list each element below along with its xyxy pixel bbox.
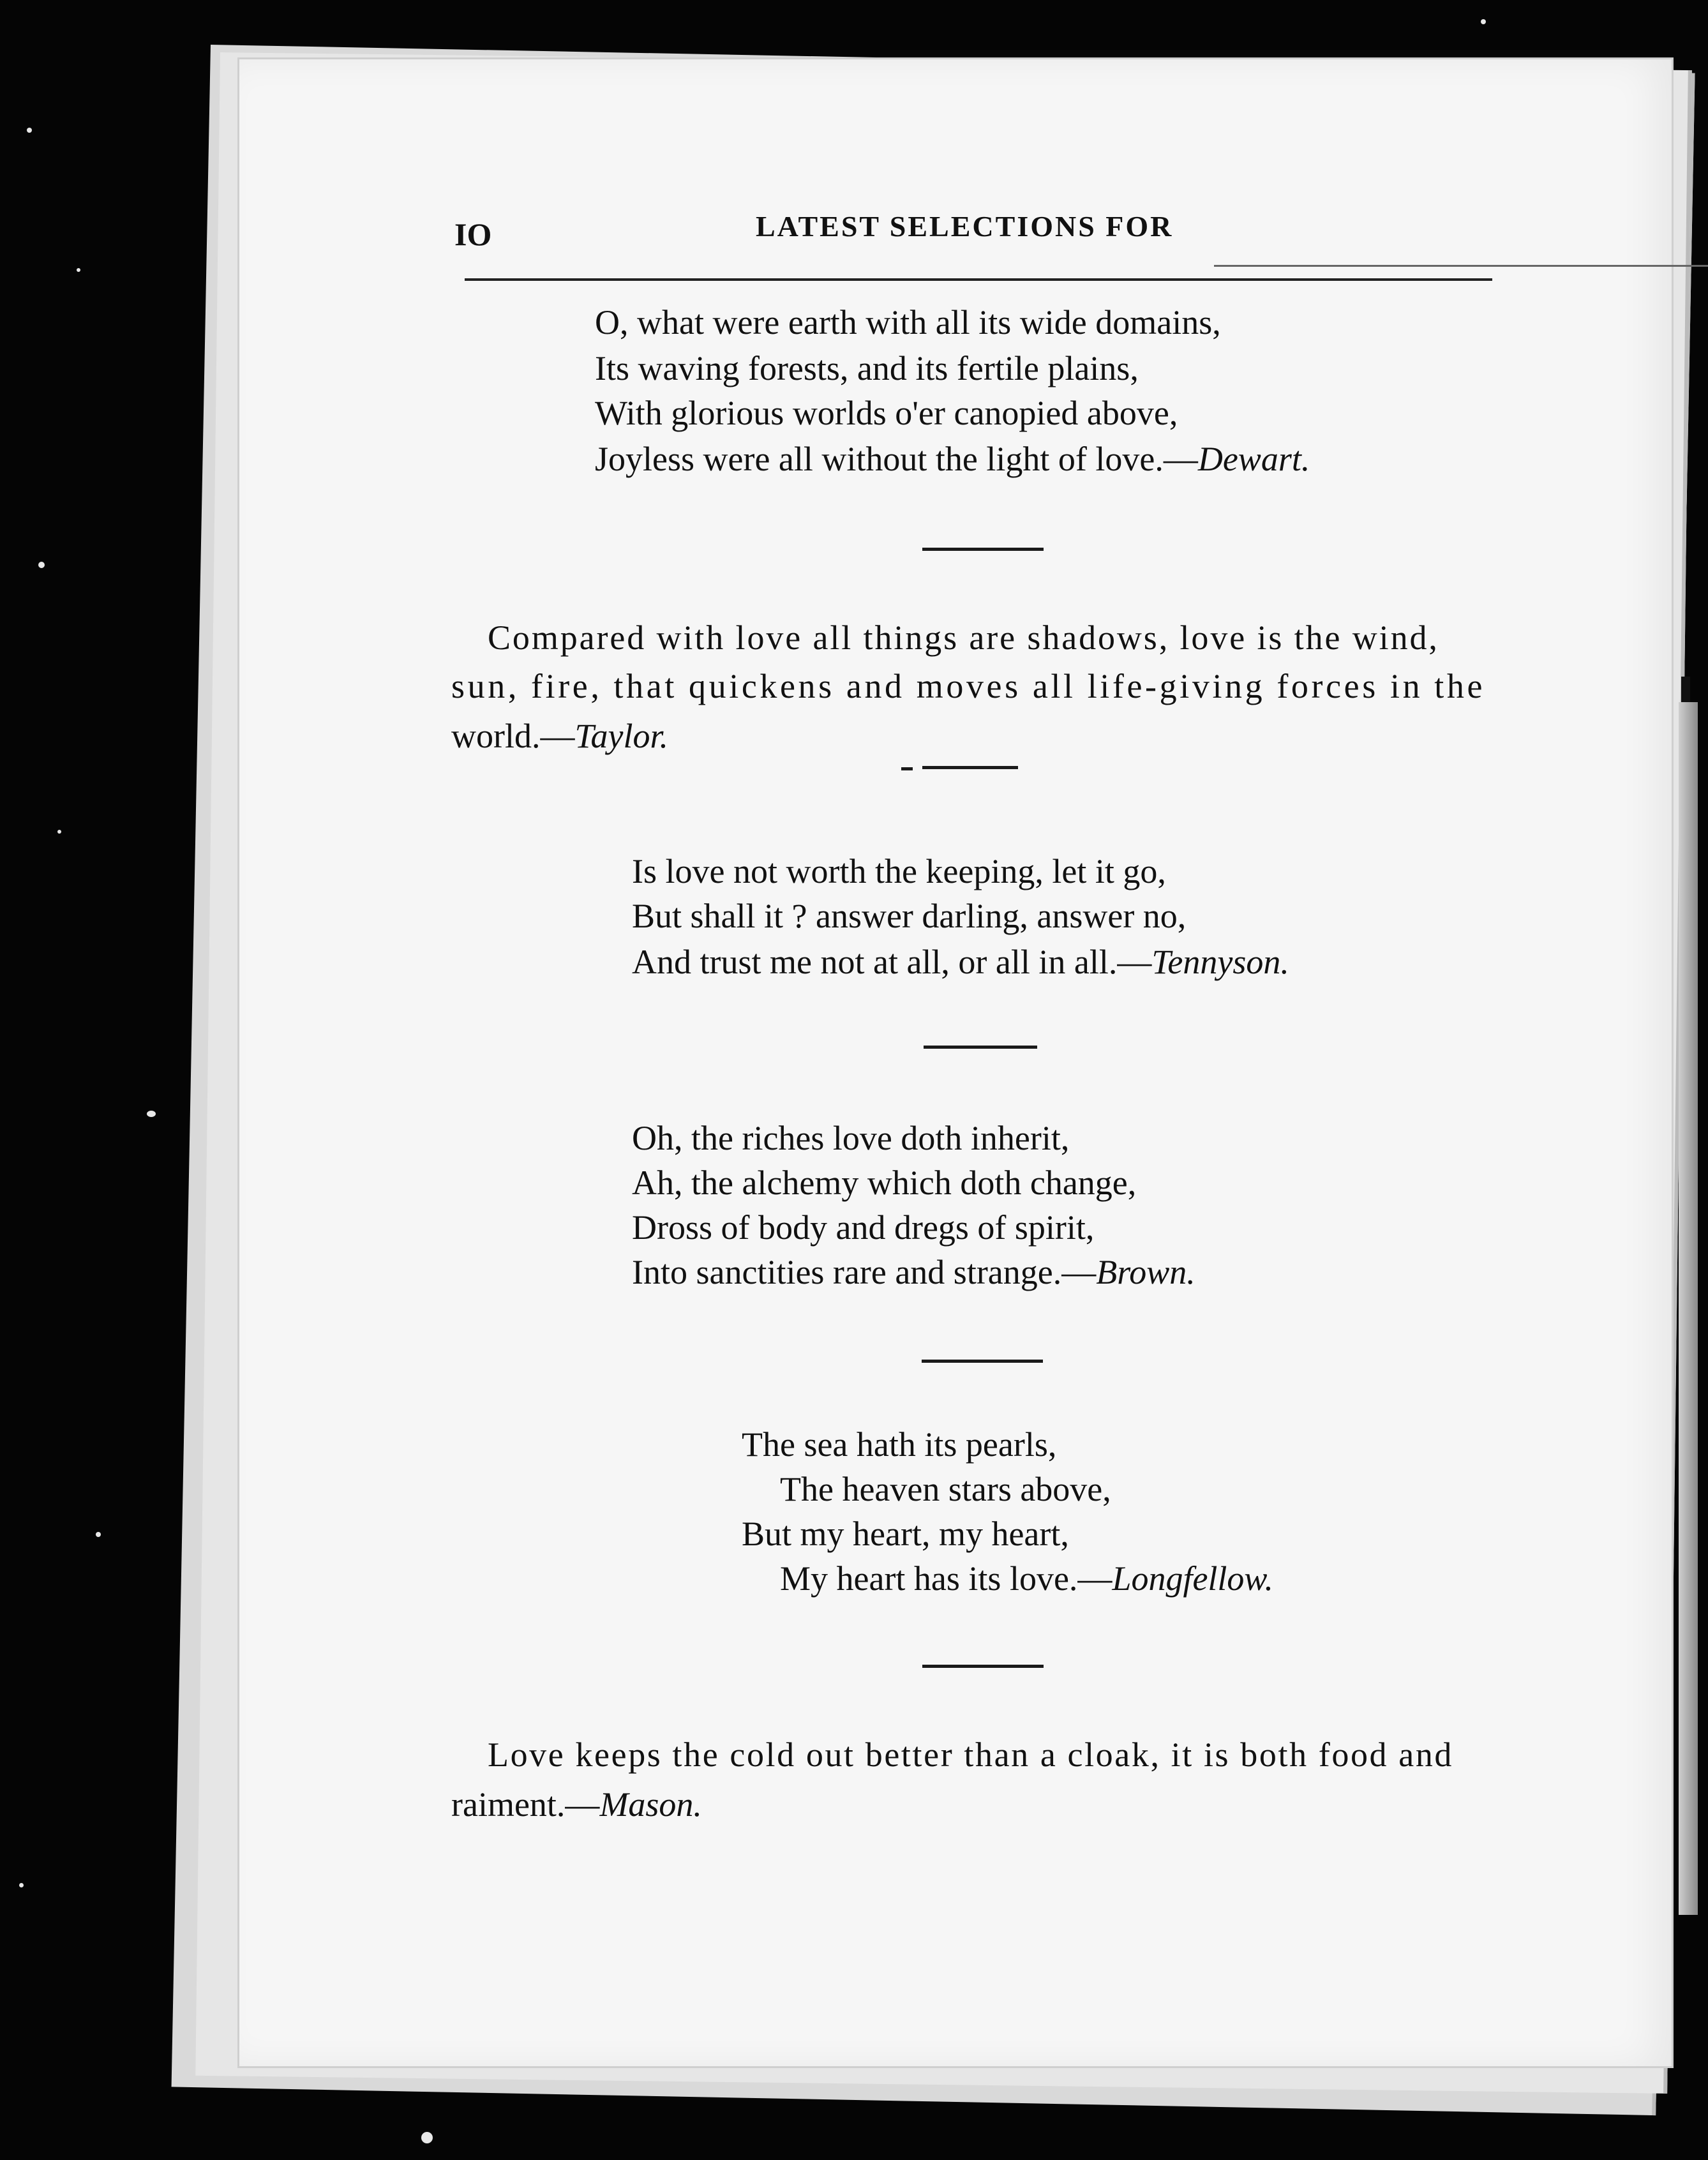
prose-text: raiment.— bbox=[451, 1785, 600, 1824]
prose-line bbox=[451, 711, 668, 761]
verse-line bbox=[595, 437, 1310, 481]
verse-line: The heaven stars above, bbox=[780, 1470, 1111, 1508]
verse-line bbox=[780, 1556, 1273, 1601]
background-speck bbox=[77, 268, 80, 272]
verse-text: Into sanctities rare and strange.— bbox=[632, 1253, 1097, 1291]
verse-line bbox=[632, 1250, 1195, 1294]
section-separator bbox=[922, 1360, 1043, 1363]
author-attribution: Taylor. bbox=[574, 717, 669, 755]
background-speck bbox=[96, 1532, 101, 1537]
prose-line: sun, fire, that quickens and moves all life-giving forces in the bbox=[451, 667, 1486, 705]
header-rule bbox=[465, 278, 1492, 281]
verse-line: With glorious worlds o'er canopied above, bbox=[595, 394, 1178, 432]
verse-line: Ah, the alchemy which doth change, bbox=[632, 1164, 1137, 1202]
page-number: IO bbox=[454, 216, 492, 252]
background-speck bbox=[19, 1883, 24, 1887]
prose-text: world.— bbox=[451, 717, 575, 755]
header-rule-dashed bbox=[1214, 265, 1708, 267]
background-speck bbox=[27, 128, 32, 133]
prose-line bbox=[451, 1780, 702, 1829]
verse-line: The sea hath its pearls, bbox=[742, 1425, 1057, 1464]
verse-line: Is love not worth the keeping, let it go, bbox=[632, 852, 1166, 890]
background-speck bbox=[421, 2132, 433, 2143]
verse-line: Its waving forests, and its fertile plains, bbox=[595, 349, 1139, 387]
verse-line: O, what were earth with all its wide domains, bbox=[595, 303, 1221, 341]
verse-line: But shall it ? answer darling, answer no, bbox=[632, 897, 1187, 935]
author-attribution: Dewart. bbox=[1197, 440, 1310, 478]
author-attribution: Mason. bbox=[599, 1785, 702, 1824]
page-edge-shadow bbox=[1679, 702, 1698, 1915]
verse-text: And trust me not at all, or all in all.— bbox=[632, 943, 1152, 981]
prose-line: Love keeps the cold out better than a cloak, it is both food and bbox=[488, 1736, 1454, 1774]
verse-text: My heart has its love.— bbox=[780, 1559, 1112, 1598]
background-speck bbox=[57, 830, 61, 834]
verse-line bbox=[632, 940, 1289, 984]
section-separator bbox=[922, 766, 1018, 769]
book-page bbox=[237, 57, 1674, 2068]
background-speck bbox=[38, 562, 45, 568]
verse-text: Joyless were all without the light of love.— bbox=[595, 440, 1198, 478]
section-separator-dot bbox=[901, 767, 913, 770]
section-separator bbox=[922, 1665, 1044, 1668]
running-title: LATEST SELECTIONS FOR bbox=[756, 210, 1174, 243]
verse-line: But my heart, my heart, bbox=[742, 1515, 1069, 1553]
background-speck bbox=[147, 1111, 156, 1117]
prose-line: Compared with love all things are shadows, love is the wind, bbox=[488, 619, 1439, 657]
verse-line: Dross of body and dregs of spirit, bbox=[632, 1208, 1095, 1247]
author-attribution: Tennyson. bbox=[1151, 943, 1289, 981]
section-separator bbox=[922, 548, 1044, 551]
verse-line: Oh, the riches love doth inherit, bbox=[632, 1119, 1070, 1157]
author-attribution: Brown. bbox=[1096, 1253, 1195, 1291]
section-separator bbox=[924, 1046, 1037, 1049]
author-attribution: Longfellow. bbox=[1112, 1559, 1273, 1598]
background-speck bbox=[1481, 19, 1486, 24]
